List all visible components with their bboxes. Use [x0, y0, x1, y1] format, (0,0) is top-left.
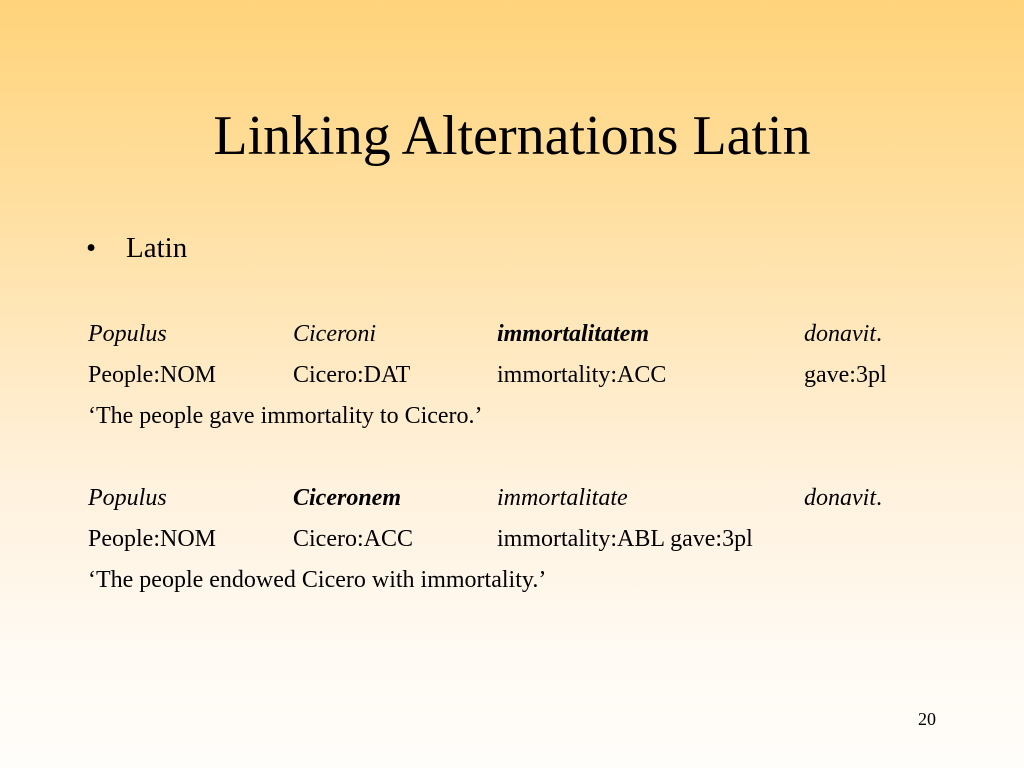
- example2-word-1: Populus: [88, 485, 167, 511]
- example1-word-2: Ciceroni: [293, 321, 377, 347]
- page-number: 20: [918, 709, 936, 729]
- example1-word-1: Populus: [88, 321, 167, 347]
- example2-gloss-3: immortality:ABL gave:3pl: [497, 526, 753, 552]
- example2-word-3: immortalitate: [497, 485, 628, 511]
- example1-punct: .: [876, 321, 882, 347]
- example1-translation: ‘The people gave immortality to Cicero.’: [88, 403, 483, 429]
- example2-word-4: donavit: [804, 485, 876, 511]
- example1-word-4-group: [804, 318, 882, 350]
- example2-gloss-2: Cicero:ACC: [293, 526, 413, 552]
- example1-gloss-3: immortality:ACC: [497, 362, 667, 388]
- bullet-item: [86, 228, 187, 268]
- bullet-dot-icon: •: [86, 232, 97, 264]
- example1-gloss-1: People:NOM: [88, 362, 216, 388]
- bullet-text: Latin: [126, 232, 188, 264]
- example1-word-3: immortalitatem: [497, 321, 650, 347]
- example2-translation: ‘The people endowed Cicero with immortality.’: [88, 567, 547, 593]
- example2-word-2: Ciceronem: [293, 485, 401, 511]
- example2-word-4-group: [804, 482, 882, 514]
- example1-word-4: donavit: [804, 321, 876, 347]
- example1-gloss-4: gave:3pl: [804, 362, 887, 388]
- example2-punct: .: [876, 485, 882, 511]
- example1-gloss-2: Cicero:DAT: [293, 362, 411, 388]
- slide-title: Linking Alternations Latin: [213, 105, 811, 167]
- example2-gloss-1: People:NOM: [88, 526, 216, 552]
